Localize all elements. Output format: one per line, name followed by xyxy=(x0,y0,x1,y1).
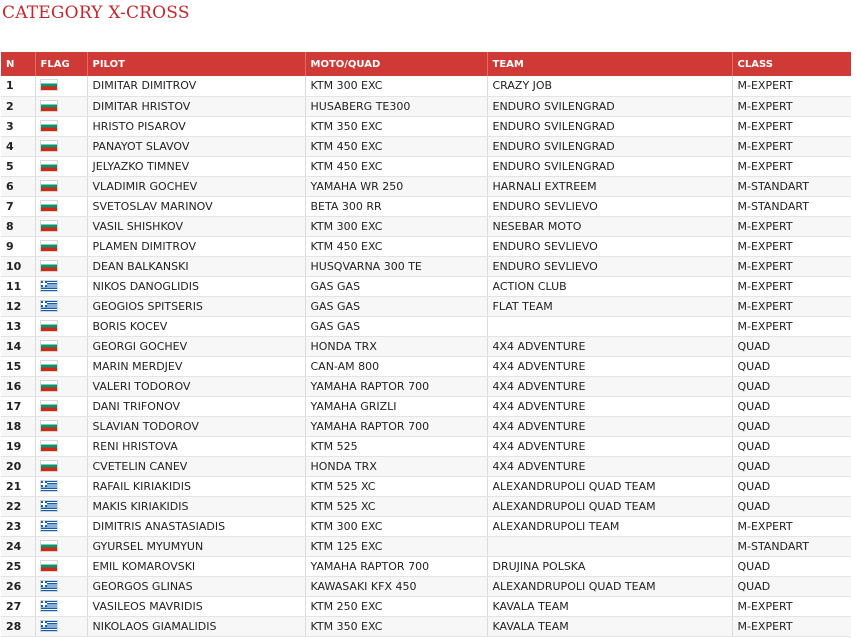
cell-class: M-EXPERT xyxy=(732,96,851,116)
table-row xyxy=(1,616,851,636)
cell-number: 4 xyxy=(1,136,35,156)
header-pilot[interactable]: PILOT xyxy=(87,52,305,76)
cell-flag xyxy=(35,156,87,176)
cell-class: M-EXPERT xyxy=(732,156,851,176)
cell-flag xyxy=(35,616,87,636)
cell-team: KAVALA TEAM xyxy=(487,616,732,636)
cell-pilot: DIMITAR HRISTOV xyxy=(87,96,305,116)
cell-team: KAVALA TEAM xyxy=(487,596,732,616)
table-row xyxy=(1,576,851,596)
cell-class: QUAD xyxy=(732,336,851,356)
cell-team: HARNALI EXTREEM xyxy=(487,176,732,196)
cell-moto-quad: KTM 450 EXC xyxy=(305,136,487,156)
cell-moto-quad: YAMAHA WR 250 xyxy=(305,176,487,196)
bulgaria-flag-icon xyxy=(41,541,57,551)
cell-number: 15 xyxy=(1,356,35,376)
cell-pilot: NIKOLAOS GIAMALIDIS xyxy=(87,616,305,636)
cell-moto-quad: YAMAHA RAPTOR 700 xyxy=(305,416,487,436)
header-row xyxy=(1,52,851,76)
results-table xyxy=(1,52,851,637)
cell-pilot: SVETOSLAV MARINOV xyxy=(87,196,305,216)
table-body xyxy=(1,76,851,636)
table-row xyxy=(1,256,851,276)
cell-moto-quad: KTM 300 EXC xyxy=(305,216,487,236)
greece-flag-icon xyxy=(41,301,57,311)
cell-flag xyxy=(35,76,87,96)
cell-team: NESEBAR MOTO xyxy=(487,216,732,236)
cell-moto-quad: HONDA TRX xyxy=(305,336,487,356)
cell-number: 17 xyxy=(1,396,35,416)
cell-moto-quad: HUSQVARNA 300 TE xyxy=(305,256,487,276)
page-title: CATEGORY X-CROSS xyxy=(2,3,190,23)
cell-number: 23 xyxy=(1,516,35,536)
table-row xyxy=(1,216,851,236)
greece-flag-icon xyxy=(41,481,57,491)
cell-team: FLAT TEAM xyxy=(487,296,732,316)
cell-number: 21 xyxy=(1,476,35,496)
cell-number: 8 xyxy=(1,216,35,236)
table-row xyxy=(1,196,851,216)
cell-class: M-EXPERT xyxy=(732,216,851,236)
cell-number: 20 xyxy=(1,456,35,476)
cell-number: 1 xyxy=(1,76,35,96)
table-header xyxy=(1,52,851,76)
cell-flag xyxy=(35,516,87,536)
cell-team: 4X4 ADVENTURE xyxy=(487,416,732,436)
cell-team: 4X4 ADVENTURE xyxy=(487,356,732,376)
cell-pilot: BORIS KOCEV xyxy=(87,316,305,336)
cell-pilot: JELYAZKO TIMNEV xyxy=(87,156,305,176)
cell-number: 13 xyxy=(1,316,35,336)
cell-team: 4X4 ADVENTURE xyxy=(487,376,732,396)
cell-team: ENDURO SVILENGRAD xyxy=(487,136,732,156)
cell-flag xyxy=(35,256,87,276)
cell-flag xyxy=(35,116,87,136)
cell-team: ENDURO SEVLIEVO xyxy=(487,236,732,256)
cell-moto-quad: KTM 525 XC xyxy=(305,496,487,516)
cell-moto-quad: KTM 450 EXC xyxy=(305,156,487,176)
greece-flag-icon xyxy=(41,281,57,291)
cell-team: ENDURO SEVLIEVO xyxy=(487,196,732,216)
cell-moto-quad: YAMAHA RAPTOR 700 xyxy=(305,556,487,576)
cell-moto-quad: CAN-AM 800 xyxy=(305,356,487,376)
cell-pilot: PLAMEN DIMITROV xyxy=(87,236,305,256)
cell-team: ALEXANDRUPOLI TEAM xyxy=(487,516,732,536)
cell-team: ENDURO SVILENGRAD xyxy=(487,96,732,116)
table-row xyxy=(1,476,851,496)
cell-team xyxy=(487,536,732,556)
cell-class: M-EXPERT xyxy=(732,236,851,256)
cell-class: M-EXPERT xyxy=(732,256,851,276)
bulgaria-flag-icon xyxy=(41,401,57,411)
cell-pilot: RENI HRISTOVA xyxy=(87,436,305,456)
cell-flag xyxy=(35,196,87,216)
cell-flag xyxy=(35,236,87,256)
cell-team: 4X4 ADVENTURE xyxy=(487,456,732,476)
bulgaria-flag-icon xyxy=(41,381,57,391)
cell-moto-quad: YAMAHA RAPTOR 700 xyxy=(305,376,487,396)
cell-number: 7 xyxy=(1,196,35,216)
cell-pilot: PANAYOT SLAVOV xyxy=(87,136,305,156)
cell-flag xyxy=(35,96,87,116)
greece-flag-icon xyxy=(41,521,57,531)
table-row xyxy=(1,416,851,436)
cell-moto-quad: HONDA TRX xyxy=(305,456,487,476)
cell-moto-quad: YAMAHA GRIZLI xyxy=(305,396,487,416)
cell-pilot: DANI TRIFONOV xyxy=(87,396,305,416)
bulgaria-flag-icon xyxy=(41,341,57,351)
table-row xyxy=(1,336,851,356)
cell-pilot: GYURSEL MYUMYUN xyxy=(87,536,305,556)
cell-moto-quad: GAS GAS xyxy=(305,316,487,336)
cell-team: DRUJINA POLSKA xyxy=(487,556,732,576)
cell-team xyxy=(487,316,732,336)
cell-pilot: VLADIMIR GOCHEV xyxy=(87,176,305,196)
header-flag[interactable]: FLAG xyxy=(35,52,87,76)
greece-flag-icon xyxy=(41,621,57,631)
cell-flag xyxy=(35,476,87,496)
cell-pilot: HRISTO PISAROV xyxy=(87,116,305,136)
cell-class: QUAD xyxy=(732,356,851,376)
bulgaria-flag-icon xyxy=(41,121,57,131)
cell-number: 11 xyxy=(1,276,35,296)
cell-class: M-STANDART xyxy=(732,176,851,196)
table-row xyxy=(1,96,851,116)
cell-class: M-STANDART xyxy=(732,196,851,216)
cell-flag xyxy=(35,296,87,316)
cell-class: QUAD xyxy=(732,496,851,516)
header-n[interactable]: N xyxy=(1,52,35,76)
bulgaria-flag-icon xyxy=(41,101,57,111)
cell-class: M-EXPERT xyxy=(732,316,851,336)
cell-class: M-EXPERT xyxy=(732,136,851,156)
cell-moto-quad: KTM 300 EXC xyxy=(305,76,487,96)
table-row xyxy=(1,176,851,196)
cell-class: QUAD xyxy=(732,396,851,416)
cell-class: M-EXPERT xyxy=(732,296,851,316)
cell-number: 25 xyxy=(1,556,35,576)
cell-class: QUAD xyxy=(732,576,851,596)
table-row xyxy=(1,436,851,456)
table-row xyxy=(1,116,851,136)
cell-flag xyxy=(35,596,87,616)
header-team[interactable]: TEAM xyxy=(487,52,732,76)
table-row xyxy=(1,276,851,296)
cell-pilot: VASIL SHISHKOV xyxy=(87,216,305,236)
cell-moto-quad: BETA 300 RR xyxy=(305,196,487,216)
cell-pilot: MARIN MERDJEV xyxy=(87,356,305,376)
cell-number: 16 xyxy=(1,376,35,396)
cell-flag xyxy=(35,376,87,396)
cell-flag xyxy=(35,136,87,156)
cell-team: 4X4 ADVENTURE xyxy=(487,336,732,356)
cell-flag xyxy=(35,336,87,356)
cell-number: 22 xyxy=(1,496,35,516)
cell-moto-quad: KTM 300 EXC xyxy=(305,516,487,536)
cell-flag xyxy=(35,536,87,556)
cell-moto-quad: KTM 525 xyxy=(305,436,487,456)
greece-flag-icon xyxy=(41,501,57,511)
cell-pilot: VASILEOS MAVRIDIS xyxy=(87,596,305,616)
cell-flag xyxy=(35,396,87,416)
cell-moto-quad: GAS GAS xyxy=(305,296,487,316)
cell-moto-quad: KTM 350 EXC xyxy=(305,116,487,136)
cell-class: M-EXPERT xyxy=(732,596,851,616)
bulgaria-flag-icon xyxy=(41,201,57,211)
table-row xyxy=(1,516,851,536)
table-row xyxy=(1,156,851,176)
table-row xyxy=(1,536,851,556)
greece-flag-icon xyxy=(41,601,57,611)
cell-class: QUAD xyxy=(732,476,851,496)
cell-team: ALEXANDRUPOLI QUAD TEAM xyxy=(487,496,732,516)
cell-flag xyxy=(35,356,87,376)
bulgaria-flag-icon xyxy=(41,261,57,271)
cell-class: QUAD xyxy=(732,416,851,436)
cell-moto-quad: KTM 450 EXC xyxy=(305,236,487,256)
cell-flag xyxy=(35,276,87,296)
cell-pilot: DEAN BALKANSKI xyxy=(87,256,305,276)
cell-pilot: RAFAIL KIRIAKIDIS xyxy=(87,476,305,496)
cell-number: 26 xyxy=(1,576,35,596)
cell-number: 5 xyxy=(1,156,35,176)
cell-flag xyxy=(35,436,87,456)
table-row xyxy=(1,76,851,96)
cell-number: 24 xyxy=(1,536,35,556)
cell-moto-quad: KTM 525 XC xyxy=(305,476,487,496)
cell-class: M-EXPERT xyxy=(732,616,851,636)
cell-pilot: EMIL KOMAROVSKI xyxy=(87,556,305,576)
cell-class: M-EXPERT xyxy=(732,516,851,536)
table-row xyxy=(1,376,851,396)
cell-pilot: MAKIS KIRIAKIDIS xyxy=(87,496,305,516)
cell-number: 14 xyxy=(1,336,35,356)
cell-number: 19 xyxy=(1,436,35,456)
cell-team: ALEXANDRUPOLI QUAD TEAM xyxy=(487,476,732,496)
cell-class: QUAD xyxy=(732,556,851,576)
cell-class: M-EXPERT xyxy=(732,76,851,96)
table-row xyxy=(1,596,851,616)
greece-flag-icon xyxy=(41,581,57,591)
bulgaria-flag-icon xyxy=(41,361,57,371)
cell-flag xyxy=(35,176,87,196)
cell-class: M-EXPERT xyxy=(732,116,851,136)
table-row xyxy=(1,296,851,316)
cell-pilot: NIKOS DANOGLIDIS xyxy=(87,276,305,296)
header-class[interactable]: CLASS xyxy=(732,52,851,76)
bulgaria-flag-icon xyxy=(41,221,57,231)
cell-number: 9 xyxy=(1,236,35,256)
bulgaria-flag-icon xyxy=(41,161,57,171)
cell-number: 27 xyxy=(1,596,35,616)
cell-number: 2 xyxy=(1,96,35,116)
cell-number: 3 xyxy=(1,116,35,136)
cell-pilot: GEOGIOS SPITSERIS xyxy=(87,296,305,316)
bulgaria-flag-icon xyxy=(41,181,57,191)
cell-pilot: SLAVIAN TODOROV xyxy=(87,416,305,436)
cell-team: ALEXANDRUPOLI QUAD TEAM xyxy=(487,576,732,596)
table-row xyxy=(1,356,851,376)
cell-moto-quad: KTM 250 EXC xyxy=(305,596,487,616)
cell-team: ENDURO SVILENGRAD xyxy=(487,156,732,176)
cell-class: QUAD xyxy=(732,436,851,456)
table-row xyxy=(1,136,851,156)
bulgaria-flag-icon xyxy=(41,561,57,571)
cell-flag xyxy=(35,496,87,516)
cell-flag xyxy=(35,416,87,436)
bulgaria-flag-icon xyxy=(41,80,57,90)
cell-team: ENDURO SVILENGRAD xyxy=(487,116,732,136)
cell-moto-quad: KAWASAKI KFX 450 xyxy=(305,576,487,596)
cell-flag xyxy=(35,216,87,236)
bulgaria-flag-icon xyxy=(41,441,57,451)
cell-number: 18 xyxy=(1,416,35,436)
cell-moto-quad: HUSABERG TE300 xyxy=(305,96,487,116)
cell-moto-quad: GAS GAS xyxy=(305,276,487,296)
cell-pilot: DIMITRIS ANASTASIADIS xyxy=(87,516,305,536)
cell-team: ENDURO SEVLIEVO xyxy=(487,256,732,276)
table-row xyxy=(1,396,851,416)
cell-team: 4X4 ADVENTURE xyxy=(487,436,732,456)
cell-flag xyxy=(35,576,87,596)
cell-class: QUAD xyxy=(732,376,851,396)
cell-pilot: GEORGI GOCHEV xyxy=(87,336,305,356)
bulgaria-flag-icon xyxy=(41,141,57,151)
cell-moto-quad: KTM 350 EXC xyxy=(305,616,487,636)
cell-pilot: CVETELIN CANEV xyxy=(87,456,305,476)
cell-moto-quad: KTM 125 EXC xyxy=(305,536,487,556)
cell-team: CRAZY JOB xyxy=(487,76,732,96)
bulgaria-flag-icon xyxy=(41,241,57,251)
bulgaria-flag-icon xyxy=(41,461,57,471)
cell-team: 4X4 ADVENTURE xyxy=(487,396,732,416)
bulgaria-flag-icon xyxy=(41,421,57,431)
cell-team: ACTION CLUB xyxy=(487,276,732,296)
cell-class: M-EXPERT xyxy=(732,276,851,296)
table-row xyxy=(1,556,851,576)
cell-number: 28 xyxy=(1,616,35,636)
cell-pilot: VALERI TODOROV xyxy=(87,376,305,396)
header-moto-quad[interactable]: MOTO/QUAD xyxy=(305,52,487,76)
bulgaria-flag-icon xyxy=(41,321,57,331)
table-row xyxy=(1,456,851,476)
cell-flag xyxy=(35,556,87,576)
cell-pilot: DIMITAR DIMITROV xyxy=(87,76,305,96)
cell-number: 10 xyxy=(1,256,35,276)
cell-class: QUAD xyxy=(732,456,851,476)
cell-flag xyxy=(35,316,87,336)
table-row xyxy=(1,316,851,336)
table-row xyxy=(1,236,851,256)
cell-number: 6 xyxy=(1,176,35,196)
cell-flag xyxy=(35,456,87,476)
cell-pilot: GEORGOS GLINAS xyxy=(87,576,305,596)
cell-class: M-STANDART xyxy=(732,536,851,556)
cell-number: 12 xyxy=(1,296,35,316)
table-row xyxy=(1,496,851,516)
